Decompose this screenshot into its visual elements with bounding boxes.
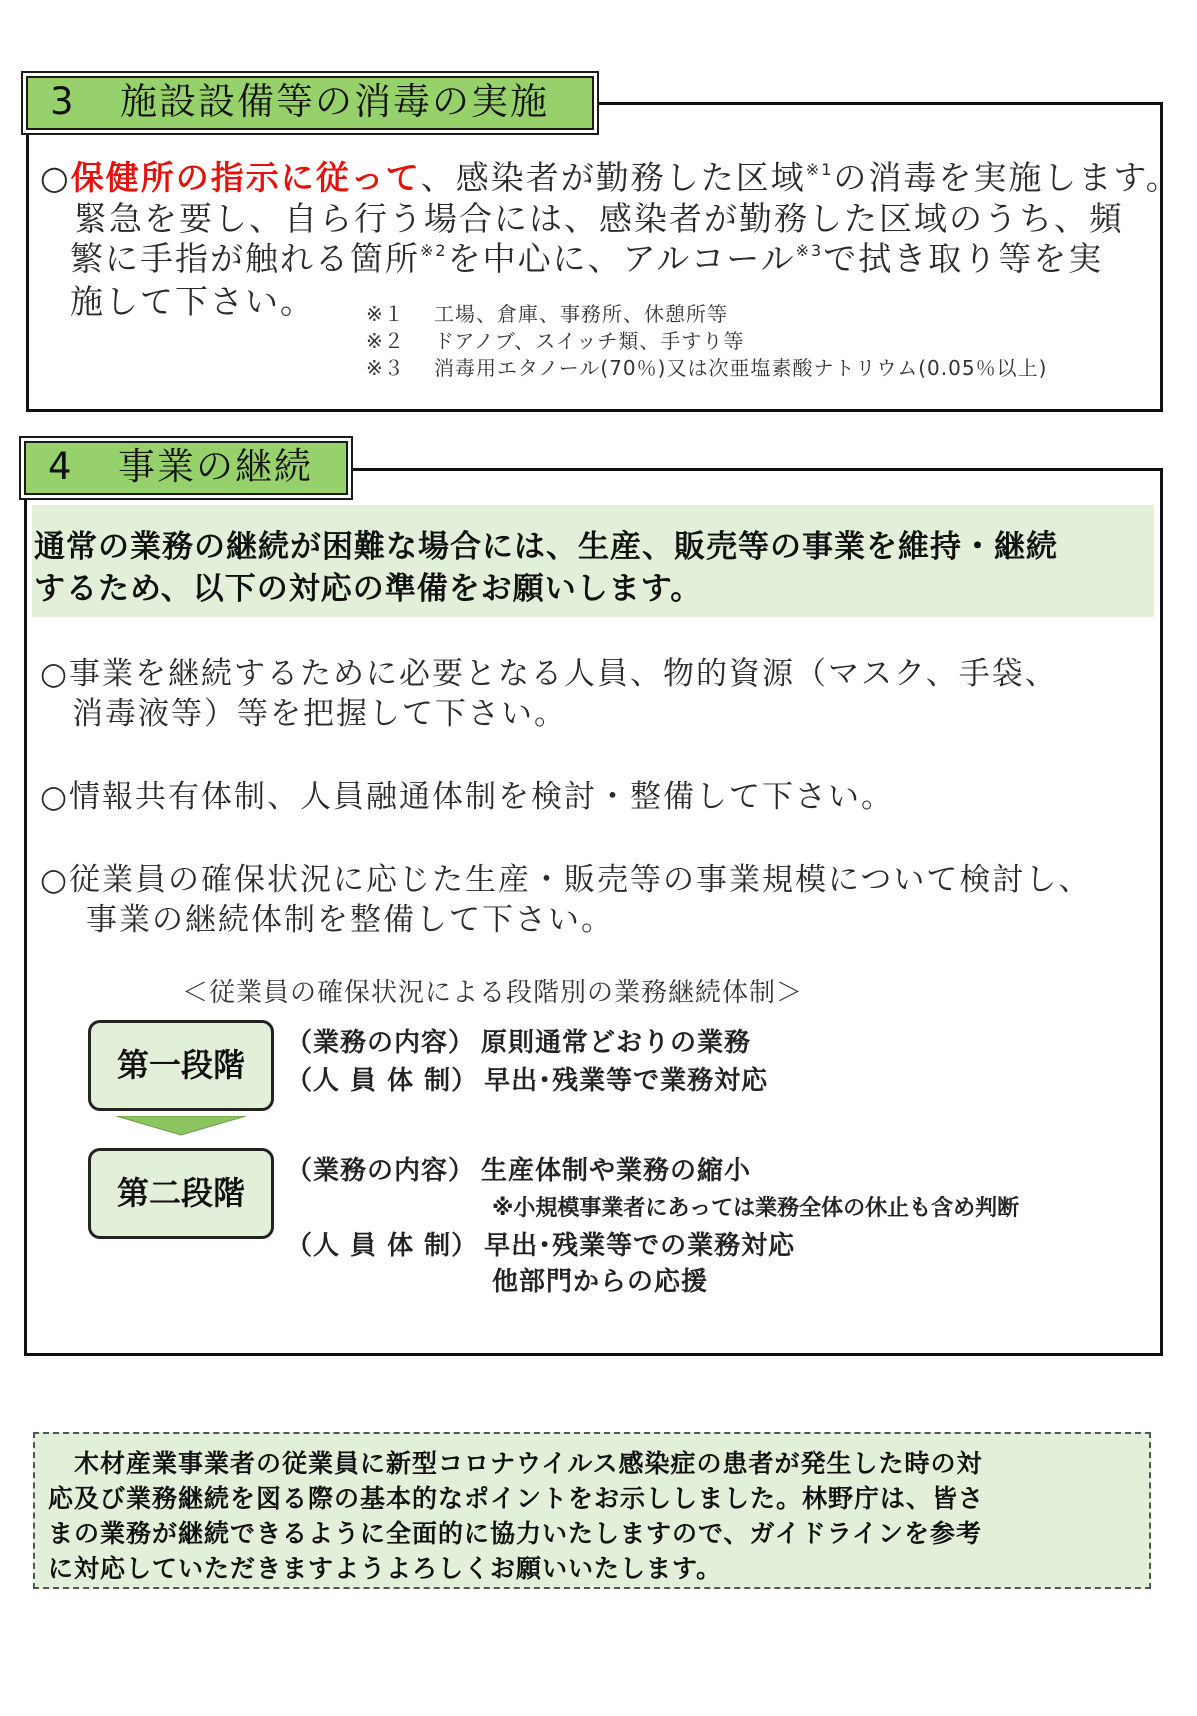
bullet: ○ xyxy=(40,158,71,197)
content-label: （業務の内容） xyxy=(286,1028,476,1058)
footnote-2 xyxy=(366,325,744,354)
section3-line3 xyxy=(70,233,1103,280)
stage2-staff-line2: 他部門からの応援 xyxy=(492,1267,709,1297)
footnote-ref: ※1 xyxy=(805,160,834,179)
staff-label: （人 員 体 制） xyxy=(286,1066,479,1096)
stage2-content-note: ※小規模事業者にあっては業務全体の休止も含め判断 xyxy=(492,1196,1020,1221)
stage1-box: 第一段階 xyxy=(88,1020,274,1111)
footnote-mark: ※２ xyxy=(366,329,405,353)
footnote-text: 工場、倉庫、事務所、休憩所等 xyxy=(434,302,728,326)
section4-number: 4 xyxy=(48,445,74,488)
footer-line4: に対応していただきますようよろしくお願いいたします。 xyxy=(48,1554,723,1583)
section4-intro-line1: 通常の業務の継続が困難な場合には、生産、販売等の事業を維持・継続 xyxy=(34,529,1058,565)
section4-item3-line2: 事業の継続体制を整備して下さい。 xyxy=(86,902,614,938)
footer-line2: 応及び業務継続を図る際の基本的なポイントをお示ししました。林野庁は、皆さ xyxy=(48,1484,985,1513)
stage2-box: 第二段階 xyxy=(88,1148,274,1239)
section4-item3-line1: ○従業員の確保状況に応じた生産・販売等の事業規模について検討し、 xyxy=(40,862,1092,898)
text: の消毒を実施します。 xyxy=(833,158,1181,197)
stage2-content xyxy=(286,1150,751,1187)
section3-line4: 施して下さい。 xyxy=(70,282,315,321)
footnote-1 xyxy=(366,298,728,327)
footnote-ref: ※3 xyxy=(795,241,824,260)
content-text: 原則通常どおりの業務 xyxy=(481,1028,752,1058)
staff-label: （人 員 体 制） xyxy=(286,1231,479,1261)
footer-line3: まの業務が継続できるように全面的に協力いたしますので、ガイドラインを参考 xyxy=(48,1519,983,1548)
content-text: 生産体制や業務の縮小 xyxy=(481,1156,752,1186)
down-arrow-icon xyxy=(116,1116,246,1136)
text: を中心に、アルコール xyxy=(447,239,796,278)
footnote-text: ドアノブ、スイッチ類、手すり等 xyxy=(434,329,745,353)
section4-title-text: 事業の継続 xyxy=(118,445,313,488)
section3-title-text: 施設設備等の消毒の実施 xyxy=(120,80,549,123)
footer-line1: 木材産業事業者の従業員に新型コロナウイルス感染症の患者が発生した時の対 xyxy=(48,1449,983,1478)
section4-intro-line2: するため、以下の対応の準備をお願いします。 xyxy=(34,571,703,607)
staff-text: 早出･残業等での業務対応 xyxy=(484,1231,796,1261)
text: 繁に手指が触れる箇所 xyxy=(70,239,420,278)
section4-item2: ○情報共有体制、人員融通体制を検討・整備して下さい。 xyxy=(40,779,895,815)
section3-title xyxy=(26,76,594,130)
content-label: （業務の内容） xyxy=(286,1156,476,1186)
text: 、感染者が勤務した区域 xyxy=(420,158,806,197)
footnote-3 xyxy=(366,352,1047,381)
footnote-text: 消毒用エタノール(70％)又は次亜塩素酸ナトリウム(0.05％以上) xyxy=(434,356,1048,380)
section4-title xyxy=(24,441,348,495)
stage1-content xyxy=(286,1022,751,1059)
stage1-staff xyxy=(286,1060,768,1097)
section3-line2: 緊急を要し、自ら行う場合には、感染者が勤務した区域のうち、頻 xyxy=(74,199,1124,238)
section4-item1-line2: 消毒液等）等を把握して下さい。 xyxy=(72,696,567,732)
section3-line1 xyxy=(40,152,1181,199)
footnote-mark: ※１ xyxy=(366,302,405,326)
footnote-mark: ※３ xyxy=(366,356,405,380)
diagram-title: ＜従業員の確保状況による段階別の業務継続体制＞ xyxy=(182,978,804,1008)
footnote-ref: ※2 xyxy=(420,241,448,260)
section3-number: 3 xyxy=(50,80,76,123)
stage2-staff xyxy=(286,1225,795,1262)
staff-text: 早出･残業等で業務対応 xyxy=(484,1066,769,1096)
health-center-emphasis: 保健所の指示に従って xyxy=(70,158,421,197)
text: で拭き取り等を実 xyxy=(823,239,1104,278)
section4-item1-line1: ○事業を継続するために必要となる人員、物的資源（マスク、手袋、 xyxy=(40,656,1058,692)
